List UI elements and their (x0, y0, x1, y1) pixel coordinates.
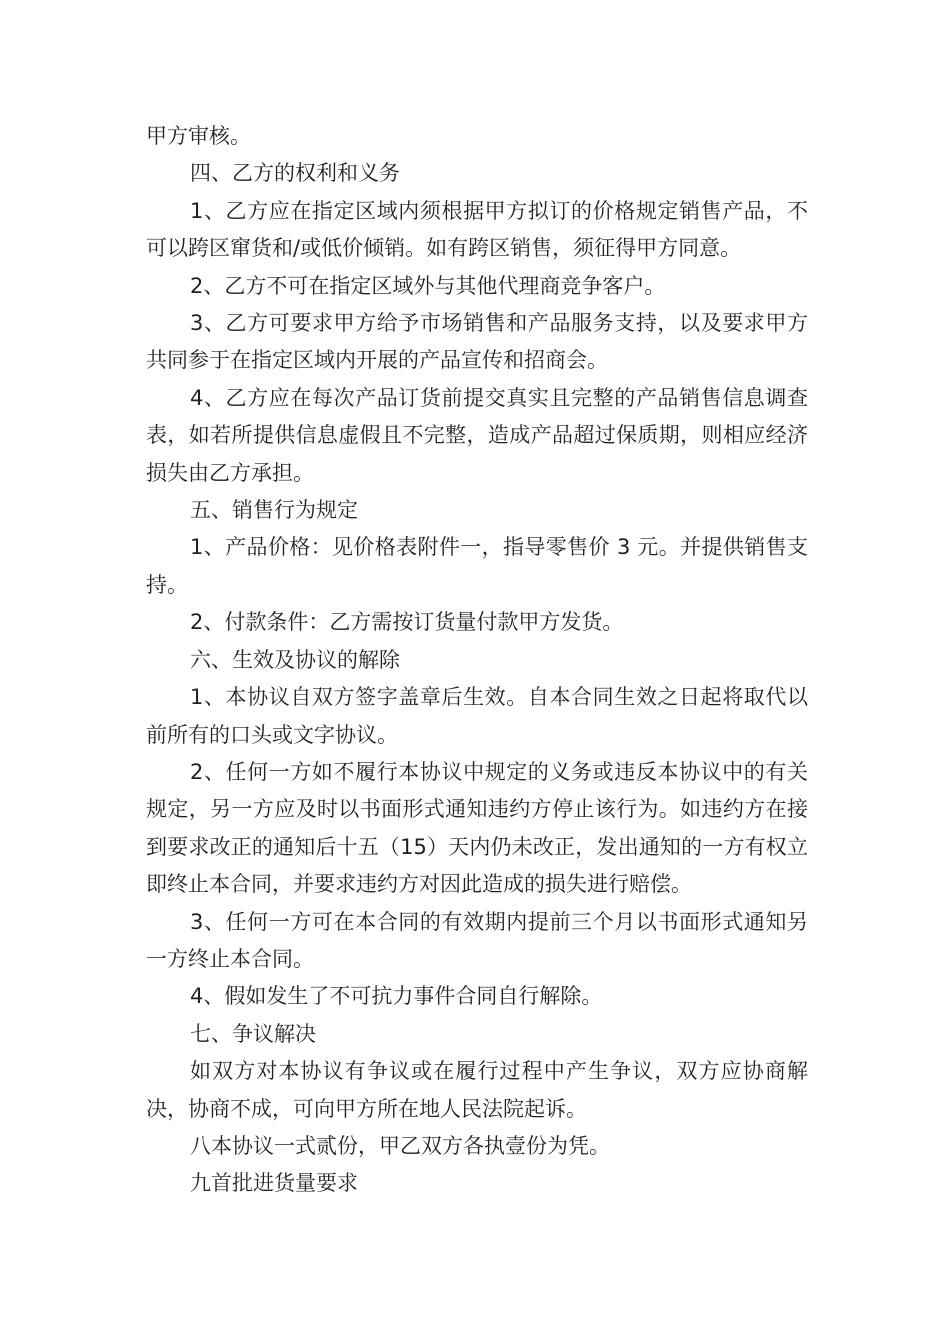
clause-7-text: 如双方对本协议有争议或在履行过程中产生争议，双方应协商解决，协商不成，可向甲方所在地人民法院起诉。 (146, 1059, 808, 1121)
document-body (146, 118, 808, 1203)
clause-4-3: 3、乙方可要求甲方给予市场销售和产品服务支持，以及要求甲方共同参于在指定区域内开展的产品宣传和招商会。 (146, 311, 808, 373)
clause-4-4: 4、乙方应在每次产品订货前提交真实且完整的产品销售信息调查表，如若所提供信息虚假且不完整，造成产品超过保质期，则相应经济损失由乙方承担。 (146, 385, 808, 485)
clause-4-1: 1、乙方应在指定区域内须根据甲方拟订的价格规定销售产品，不可以跨区窜货和/或低价倾销。如有跨区销售，须征得甲方同意。 (146, 198, 808, 261)
section-heading-9: 九首批进货量要求 (190, 1171, 358, 1196)
section-heading-7: 七、争议解决 (190, 1021, 316, 1046)
paragraph-continuation: 甲方审核。 (146, 124, 251, 148)
clause-5-2: 2、付款条件：乙方需按订货量付款甲方发货。 (190, 610, 624, 635)
clause-6-2: 2、任何一方如不履行本协议中规定的义务或违反本协议中的有关规定，另一方应及时以书面形式通知违约方停止该行为。如违约方在接到要求改正的通知后十五（15）天内仍未改正，发出通知的一方有权立即终止本合同，并要求违约方对因此造成的损失进行赔偿。 (146, 759, 808, 897)
clause-5-1: 1、产品价格：见价格表附件一，指导零售价 3 元。并提供销售支持。 (146, 535, 808, 597)
section-heading-6: 六、生效及协议的解除 (190, 647, 400, 672)
clause-6-3: 3、任何一方可在本合同的有效期内提前三个月以书面形式通知另一方终止本合同。 (146, 909, 808, 971)
clause-6-1: 1、本协议自双方签字盖章后生效。自本合同生效之日起将取代以前所有的口头或文字协议。 (146, 685, 808, 747)
section-8-text: 八本协议一式贰份，甲乙双方各执壹份为凭。 (190, 1133, 610, 1158)
section-heading-4: 四、乙方的权利和义务 (190, 161, 400, 186)
section-heading-5: 五、销售行为规定 (190, 498, 358, 523)
clause-4-2: 2、乙方不可在指定区域外与其他代理商竞争客户。 (190, 273, 666, 298)
clause-6-4: 4、假如发生了不可抗力事件合同自行解除。 (190, 984, 603, 1009)
